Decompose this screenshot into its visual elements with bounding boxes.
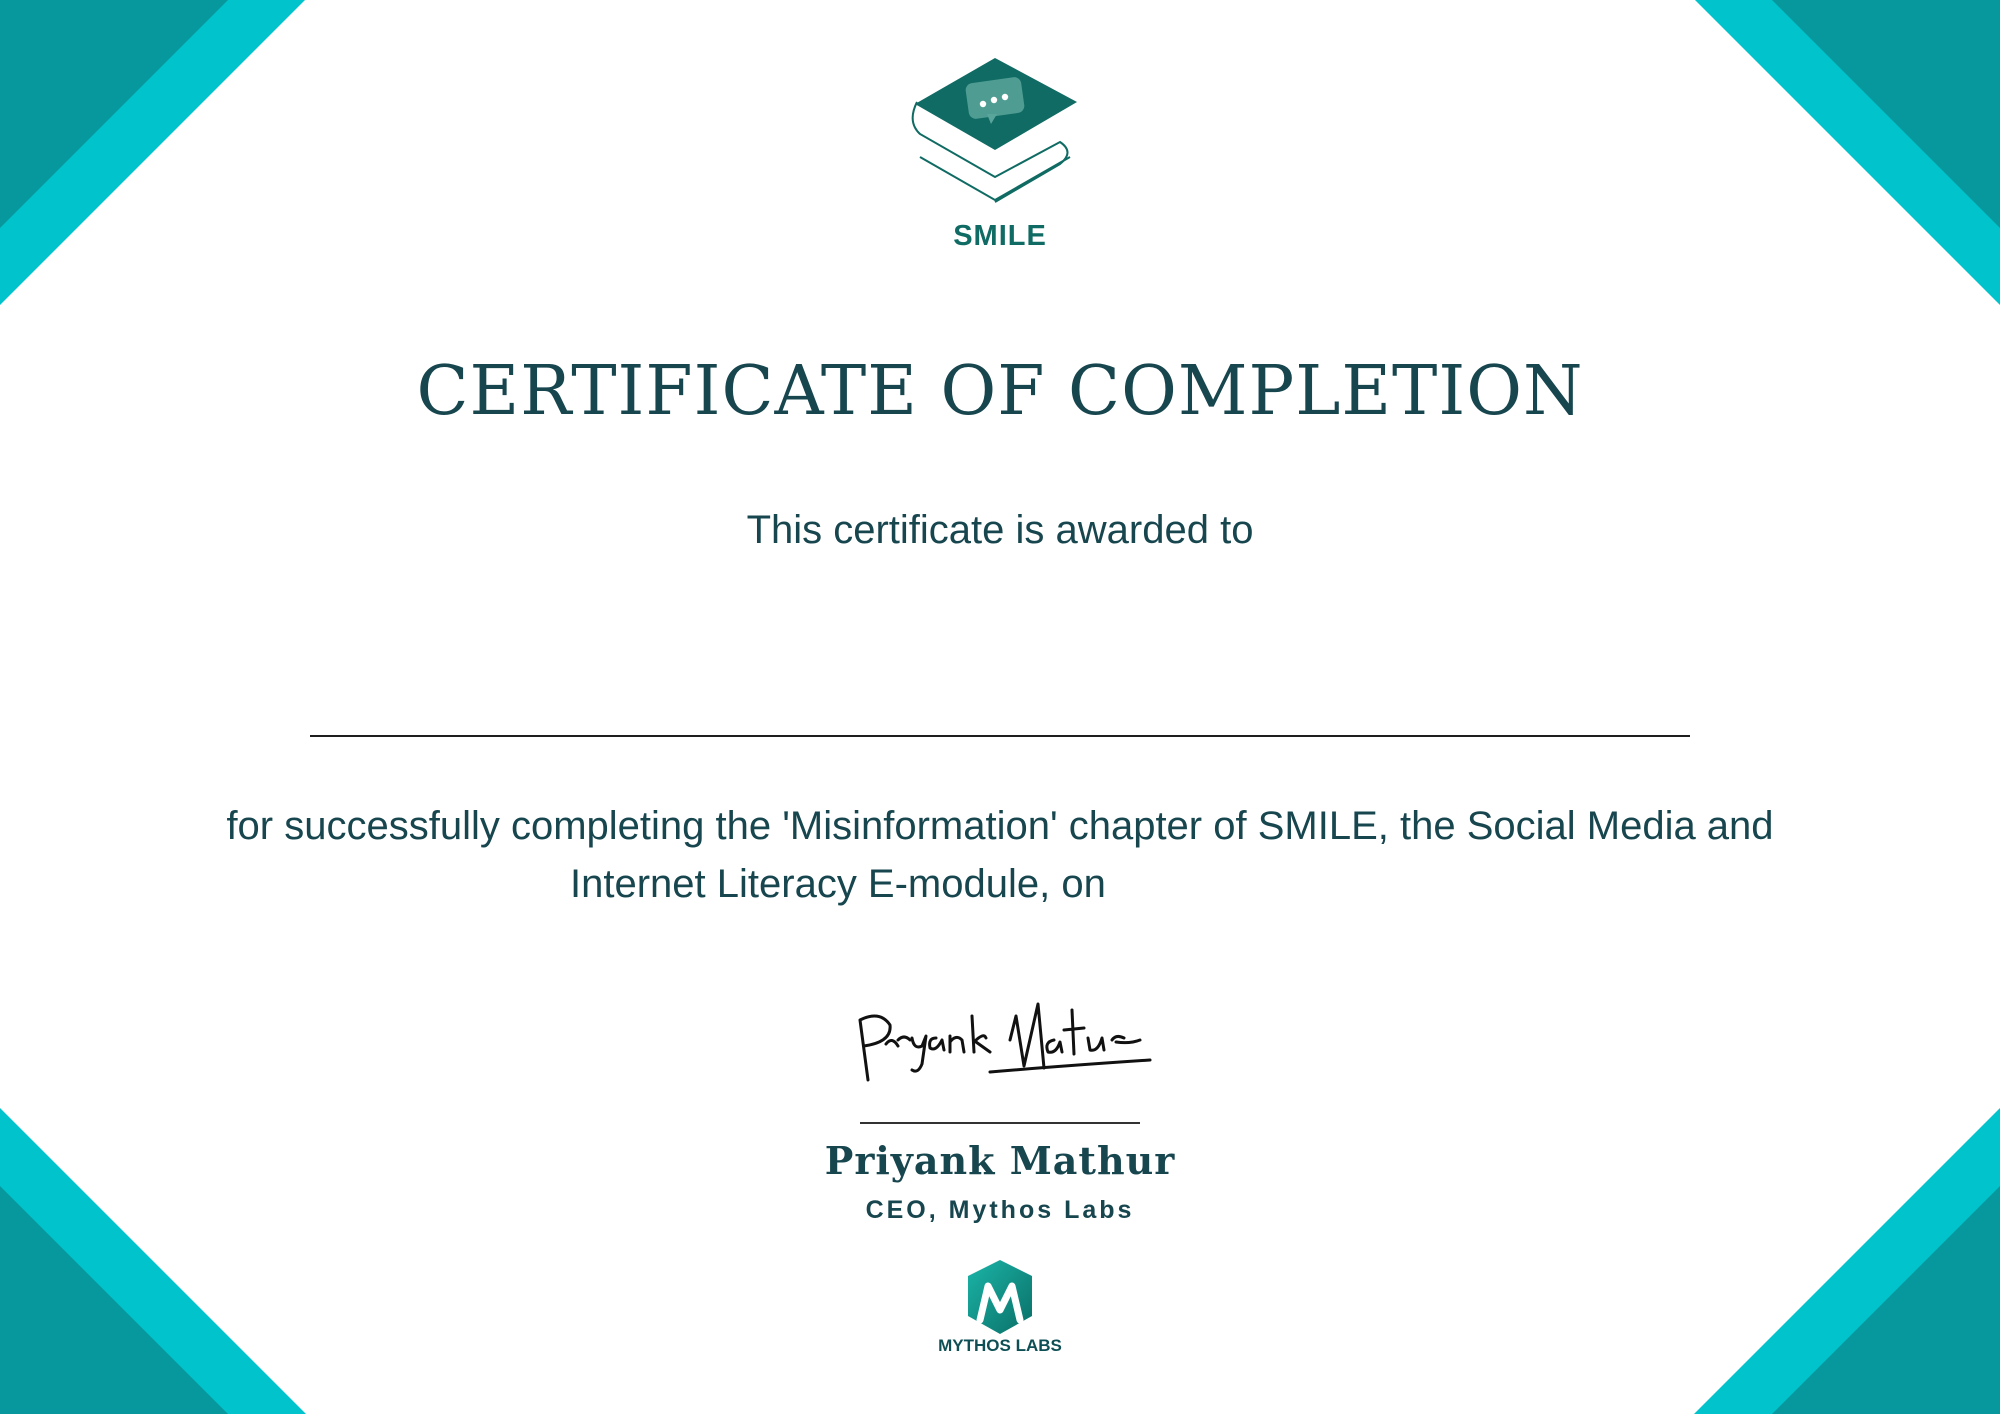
recipient-name-line	[310, 735, 1690, 737]
company-name: MYTHOS LABS	[938, 1336, 1062, 1355]
signature-line	[860, 1122, 1140, 1124]
book-chat-icon	[905, 52, 1085, 212]
signer-name: Priyank Mathur	[824, 1138, 1176, 1183]
awarded-to-text: This certificate is awarded to	[746, 508, 1254, 552]
completion-text-line-1: for successfully completing the 'Misinformation' chapter of SMILE, the Social Media and	[226, 804, 1774, 848]
signature	[840, 980, 1160, 1100]
brand-name: SMILE	[953, 220, 1047, 252]
signer-role: CEO, Mythos Labs	[865, 1196, 1135, 1224]
m-hexagon-icon	[958, 1258, 1042, 1338]
completion-text-line-2: Internet Literacy E-module, on	[570, 862, 1106, 906]
certificate-title: CERTIFICATE OF COMPLETION	[416, 352, 1584, 431]
